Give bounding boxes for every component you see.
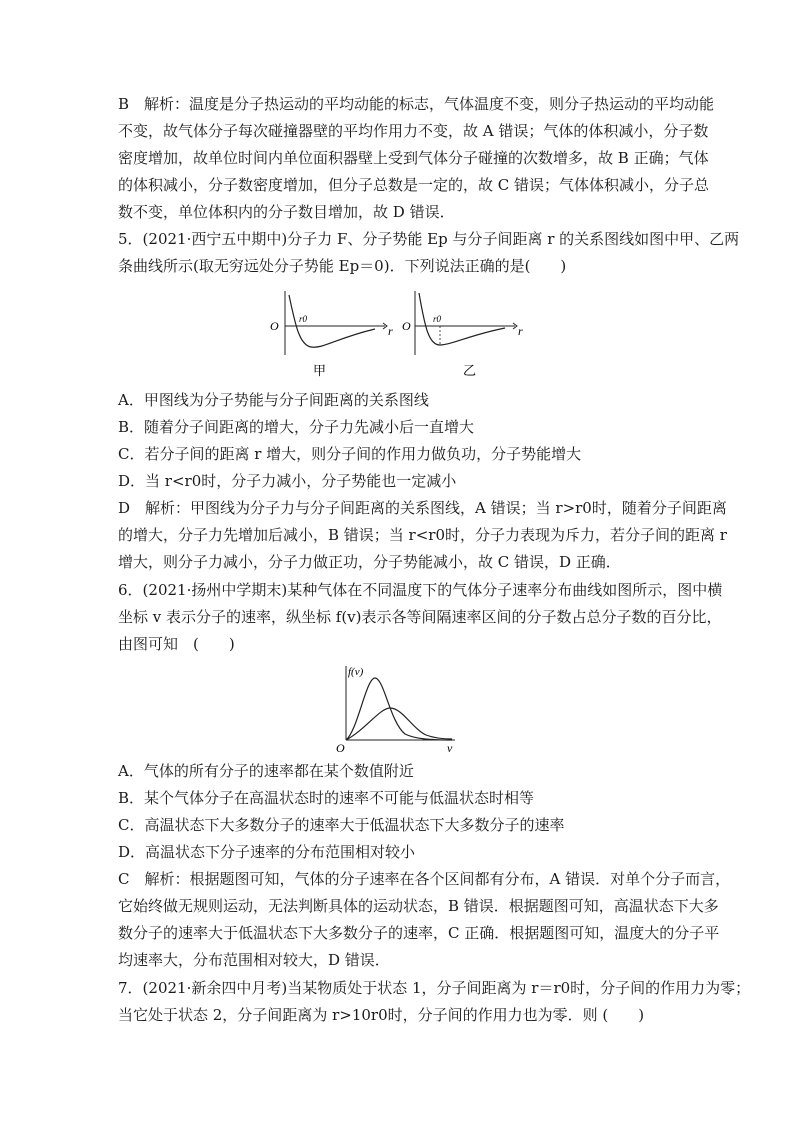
q5-stem-line-1: 5．(2021·西宁五中期中)分子力 F、分子势能 Ep 与分子间距离 r 的关系图线如图中甲、乙两 — [118, 230, 740, 248]
q4-analysis-line-5: 数不变，单位体积内的分子数目增加，故 D 错误． — [118, 203, 455, 221]
low-temp-curve — [346, 678, 452, 740]
q4-analysis-line-3: 密度增加，故单位时间内单位面积器壁上受到气体分子碰撞的次数增多，故 B 正确；气体 — [118, 149, 709, 167]
q6-stem-line-2: 坐标 v 表示分子的速率，纵坐标 f(v)表示各等间隔速率区间的分子数占总分子数的百分比， — [118, 608, 722, 626]
q6-stem-line-1: 6．(2021·扬州中学期末)某种气体在不同温度下的气体分子速率分布曲线如图所示，图中横 — [118, 581, 723, 599]
q4-analysis-line-4: 的体积减小，分子数密度增加，但分子总数是一定的，故 C 错误；气体体积减小，分子总 — [118, 176, 710, 194]
r-axis-label-jia: r — [388, 324, 393, 338]
caption-jia: 甲 — [313, 363, 327, 378]
q6-stem-line-3: 由图可知 ( ) — [118, 635, 235, 653]
q6-analysis-line-1: C 解析：根据题图可知，气体的分子速率在各个区间都有分布，A 错误．对单个分子而言， — [118, 870, 731, 888]
origin-label-jia: O — [270, 319, 279, 333]
q6-figure — [330, 660, 470, 755]
q5-analysis-line-3: 增大，则分子力减小，分子力做正功，分子势能减小，故 C 错误，D 正确． — [118, 553, 621, 571]
q5-option-b: B．随着分子间距离的增大，分子力先减小后一直增大 — [118, 418, 475, 436]
potential-curve — [419, 293, 505, 345]
q5-graph-jia — [270, 291, 393, 355]
q5-option-d: D．当 r<r0时，分子力减小，分子势能也一定减小 — [118, 472, 457, 490]
origin-label: O — [336, 741, 345, 755]
q4-analysis-line-2: 不变，故气体分子每次碰撞器壁的平均作用力不变，故 A 错误；气体的体积减小，分子数 — [118, 122, 709, 140]
q4-analysis-line-1: B 解析：温度是分子热运动的平均动能的标志，气体温度不变，则分子热运动的平均动能 — [118, 95, 715, 113]
q5-option-a: A．甲图线为分子势能与分子间距离的关系图线 — [118, 391, 429, 409]
q6-analysis-line-2: 它始终做无规则运动，无法判断具体的运动状态，B 错误．根据题图可知，高温状态下大多 — [118, 897, 719, 915]
high-temp-curve — [346, 708, 452, 740]
q7-stem-line-2: 当它处于状态 2，分子间距离为 r>10r0时，分子间的作用力也为零．则 ( ) — [118, 1006, 645, 1024]
q6-analysis-line-3: 数分子的速率大于低温状态下大多数分子的速率，C 正确．根据题图可知，温度大的分子平 — [118, 924, 720, 942]
q5-option-c: C．若分子间的距离 r 增大，则分子间的作用力做负功，分子势能增大 — [118, 445, 582, 463]
q6-option-b: B．某个气体分子在高温状态时的速率不可能与低温状态时相等 — [118, 789, 535, 807]
q6-analysis-line-4: 均速率大，分布范围相对较大，D 错误． — [118, 951, 390, 969]
q7-stem-line-1: 7．(2021·新余四中月考)当某物质处于状态 1，分子间距离为 r＝r0时，分子间的作用力为零； — [118, 979, 751, 997]
r0-label-yi: r0 — [433, 314, 442, 324]
caption-yi: 乙 — [463, 363, 477, 378]
q6-option-d: D．高温状态下分子速率的分布范围相对较小 — [118, 843, 416, 861]
origin-label-yi: O — [402, 319, 411, 333]
r-axis-label-yi: r — [518, 324, 523, 338]
q5-figure — [265, 283, 535, 383]
q5-graph-yi — [402, 291, 523, 355]
q5-analysis-line-1: D 解析：甲图线为分子力与分子间距离的关系图线，A 错误；当 r>r0时，随着分子间距离 — [118, 499, 727, 517]
q6-option-a: A．气体的所有分子的速率都在某个数值附近 — [118, 762, 414, 780]
q5-analysis-line-2: 的增大，分子力先增加后减小，B 错误；当 r<r0时，分子力表现为斥力，若分子间的距离 r — [118, 526, 727, 544]
r0-label-jia: r0 — [299, 314, 308, 324]
q6-option-c: C．高温状态下大多数分子的速率大于低温状态下大多数分子的速率 — [118, 816, 565, 834]
v-axis-label: v — [447, 741, 453, 755]
q5-stem-line-2: 条曲线所示(取无穷远处分子势能 Ep＝0)．下列说法正确的是( ) — [118, 257, 567, 275]
f-v-axis-label: f(v) — [348, 666, 364, 678]
